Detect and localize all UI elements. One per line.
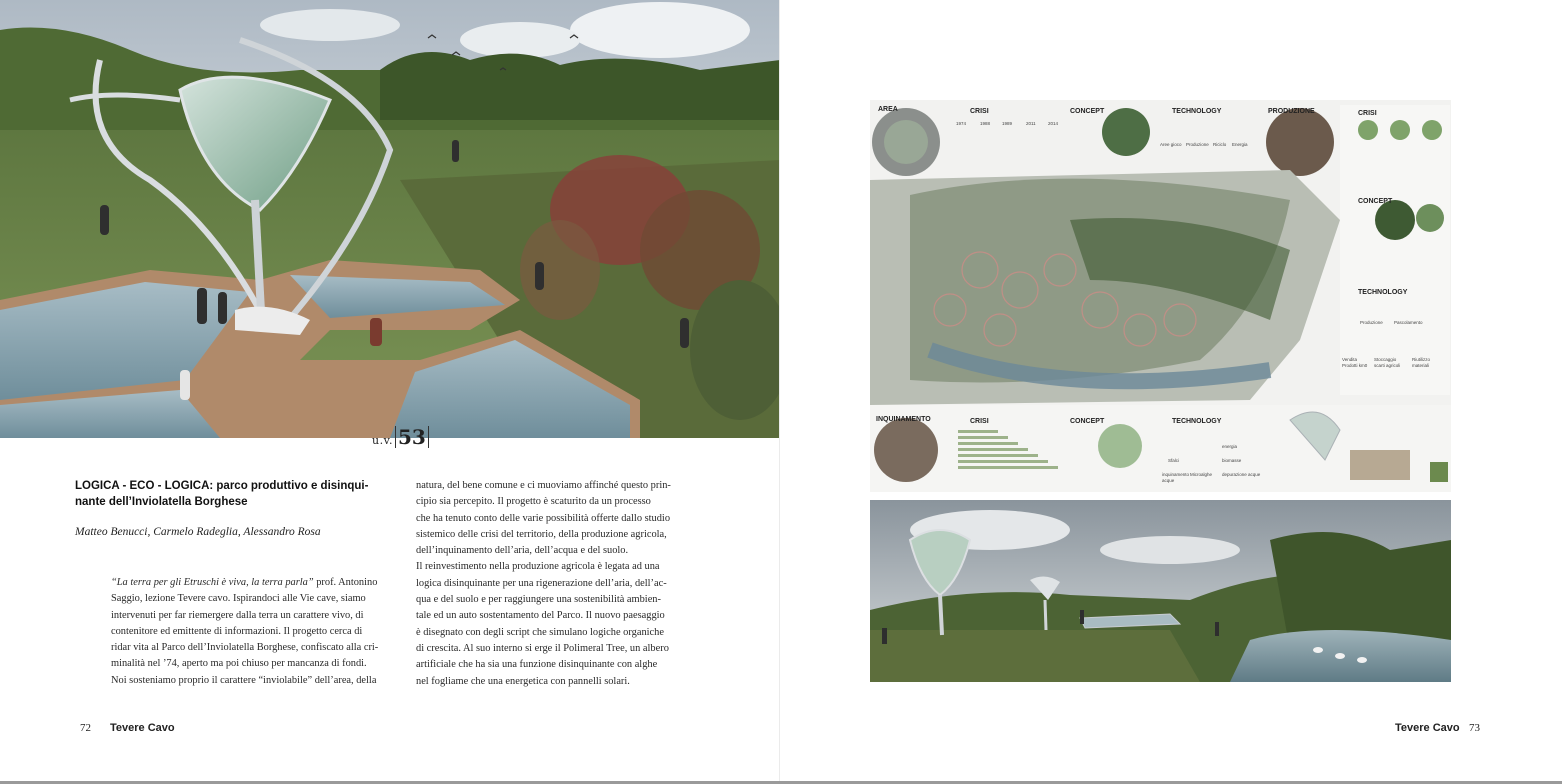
quote-text: “La terra per gli Etruschi è viva, la terra parla” bbox=[111, 577, 314, 588]
board-label-concept-bottom: CONCEPT bbox=[1070, 418, 1105, 425]
board-label-technology: TECHNOLOGY bbox=[1172, 108, 1222, 115]
body-line: Noi sosteniamo proprio il carattere “inviolabile” dell’area, della bbox=[111, 674, 377, 686]
board-label-technology-right: TECHNOLOGY bbox=[1358, 289, 1408, 296]
tech-label: Produzione bbox=[1186, 142, 1209, 147]
board-graphics bbox=[870, 100, 1451, 492]
body-line: nel fogliame che una energetica con pannelli solari. bbox=[416, 675, 630, 687]
body-text: prof. Antonino bbox=[313, 577, 378, 588]
row3-label: Sfalci bbox=[1168, 458, 1180, 463]
running-title-left: Tevere Cavo bbox=[110, 722, 175, 734]
board-label-technology-bottom: TECHNOLOGY bbox=[1172, 418, 1222, 425]
right-tech-label: Riutilizzo materiali bbox=[1412, 357, 1431, 368]
board-label-concept-right: CONCEPT bbox=[1358, 198, 1393, 205]
uv-prefix: u.v. bbox=[372, 434, 393, 447]
left-page bbox=[0, 0, 780, 781]
body-line: Saggio, lezione Tevere cavo. Ispirandoci alle Vie cave, siamo bbox=[111, 593, 366, 605]
tech-label: Energia bbox=[1232, 142, 1248, 147]
body-line: è disegnato con degli script che simulano logiche organiche bbox=[416, 626, 664, 638]
year-label: 1989 bbox=[1002, 121, 1013, 126]
running-title-right: Tevere Cavo bbox=[1395, 722, 1460, 734]
year-label: 2011 bbox=[1026, 121, 1036, 126]
right-tech-label: Produzione bbox=[1360, 320, 1383, 325]
body-line: di crescita. Al suo interno si erge il Polimeral Tree, un albero bbox=[416, 642, 669, 654]
body-line: qua e del suolo e per raggiungere una sostenibilità ambien- bbox=[416, 594, 661, 606]
park-render-image bbox=[0, 0, 780, 438]
tech-label: Riciclo bbox=[1213, 142, 1227, 147]
body-line: ridar vita al Parco dell’Inviolatella Borghese, confiscato alla cri- bbox=[111, 642, 379, 654]
body-line: logica disinquinante per una rigenerazione dell’aria, dell’ac- bbox=[416, 577, 667, 589]
row3-label: biomasse bbox=[1222, 458, 1242, 463]
body-line: sistemico delle crisi del territorio, della produzione agricola, bbox=[416, 528, 667, 540]
board-label-produzione: PRODUZIONE bbox=[1268, 108, 1315, 115]
page-number-right: 73 bbox=[1469, 722, 1480, 734]
right-tech-label: Stoccaggio scarti agricoli bbox=[1374, 357, 1401, 368]
page-number-left: 72 bbox=[80, 722, 91, 734]
article-authors: Matteo Benucci, Carmelo Radeglia, Alessandro Rosa bbox=[75, 526, 321, 538]
body-column-2 bbox=[416, 478, 692, 690]
body-line: cipio sia percepito. Il progetto è scaturito da un processo bbox=[416, 496, 651, 508]
body-line: intervenuti per far riemergere dalla terra un carattere vivo, di bbox=[111, 609, 364, 621]
article-title-line: LOGICA - ECO - LOGICA: parco produttivo e disinqui- bbox=[75, 480, 369, 492]
row3-label: energia bbox=[1222, 444, 1238, 449]
board-label-crisi-right: CRISI bbox=[1358, 110, 1377, 117]
body-line: contenitore ed emittente di informazioni. Il progetto cerca di bbox=[111, 625, 363, 637]
row3-label: inquinamento acque bbox=[1162, 472, 1190, 483]
body-line: artificiale che ha sia una funzione disinquinante con alghe bbox=[416, 659, 658, 671]
tech-label: Aree gioco bbox=[1160, 142, 1182, 147]
year-label: 1988 bbox=[980, 121, 991, 126]
uv-issue-number: 53 bbox=[395, 426, 429, 448]
board-label-inquinamento: INQUINAMENTO bbox=[876, 416, 931, 423]
project-board-image bbox=[870, 100, 1451, 492]
row3-label: depurazione acque bbox=[1222, 472, 1261, 477]
body-line bbox=[111, 575, 388, 591]
row3-label: Microalghe bbox=[1190, 472, 1213, 477]
right-tech-label: Vendita Prodotti km0 bbox=[1342, 357, 1368, 368]
uv-issue-mark bbox=[372, 426, 429, 448]
year-label: 2014 bbox=[1048, 121, 1059, 126]
board-label-concept: CONCEPT bbox=[1070, 108, 1105, 115]
right-tech-label: Pascolamento bbox=[1394, 320, 1423, 325]
board-label-area: AREA bbox=[878, 106, 898, 113]
year-label: 1974 bbox=[956, 121, 967, 126]
body-line: che ha tenuto conto delle varie possibilità offerte dallo studio bbox=[416, 512, 671, 524]
body-line: minalità nel ’74, aperto ma poi chiuso per mancanza di fondi. bbox=[111, 658, 367, 670]
body-line: dell’inquinamento dell’aria, dell’acqua e del suolo. bbox=[416, 545, 629, 557]
article-title bbox=[75, 478, 375, 510]
river-render-image bbox=[870, 500, 1451, 682]
board-label-crisi-bottom: CRISI bbox=[970, 418, 989, 425]
body-line: Il reinvestimento nella produzione agricola è legata ad una bbox=[416, 561, 660, 573]
board-label-crisi: CRISI bbox=[970, 108, 989, 115]
body-line: tale ed un auto sostentamento del Parco. Il nuovo paesaggio bbox=[416, 610, 665, 622]
body-line: natura, del bene comune e ci muoviamo affinché questo prin- bbox=[416, 480, 671, 491]
article-title-line: nante dell’Inviolatella Borghese bbox=[75, 496, 248, 508]
body-column-1 bbox=[111, 575, 388, 689]
